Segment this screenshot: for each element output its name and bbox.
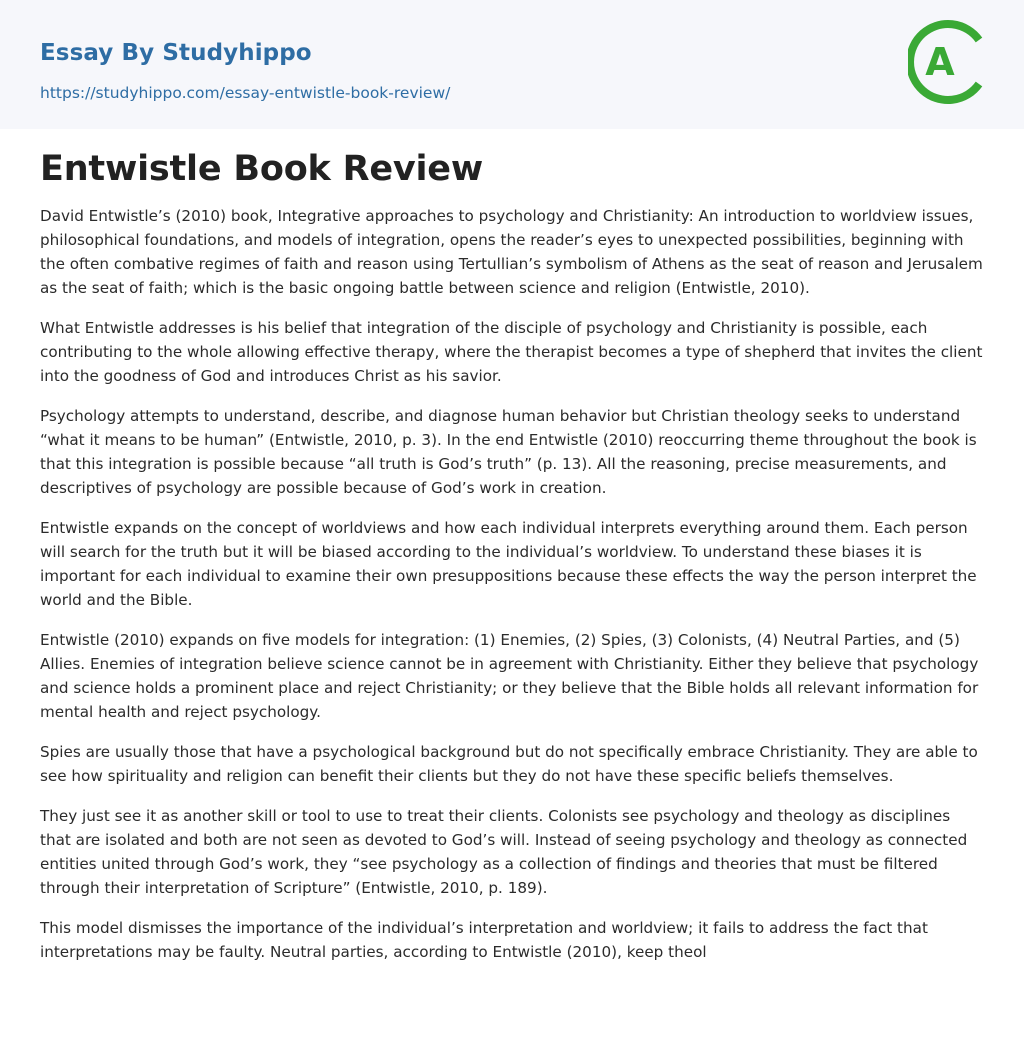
logo-letter: A (925, 40, 955, 84)
site-header (0, 0, 1024, 129)
article-paragraph: Spies are usually those that have a psychological background but do not specifically embrace Christianity. They are able to see how spirituality and religion can benefit their clients but they do not have these specific beliefs themselves. (40, 743, 978, 785)
article-paragraph: Entwistle expands on the concept of worldviews and how each individual interprets everything around them. Each person will search for the truth but it will be biased according to the individual’s worldview. To understand these biases it is important for each individual to examine their own presuppositions because these effects the way the person interpret the world and the Bible. (40, 519, 977, 609)
site-brand[interactable]: Essay By Studyhippo (40, 40, 312, 66)
article-paragraph: This model dismisses the importance of the individual’s interpretation and worldview; it fails to address the fact that interpretations may be faulty. Neutral parties, according to Entwistle (2010), keep theol (40, 919, 928, 961)
article-body (40, 146, 984, 980)
article-title: Entwistle Book Review (40, 149, 483, 189)
article-paragraph: David Entwistle’s (2010) book, Integrative approaches to psychology and Christianity: An introduction to worldview issues, philosophical foundations, and models of integration, opens the reader’s eyes to unexpected possibilities, beginning with the often combative regimes of faith and reason using Tertullian’s symbolism of Athens as the seat of reason and Jerusalem as the seat of faith; which is the basic ongoing battle between science and religion (Entwistle, 2010). (40, 207, 983, 297)
article-paragraph: They just see it as another skill or tool to use to treat their clients. Colonists see psychology and theology as disciplines that are isolated and both are not seen as devoted to God’s will. Instead of seeing psychology and theology as connected entities united through God’s work, they “see psychology as a collection of findings and theories that must be filtered through their interpretation of Scripture” (Entwistle, 2010, p. 189). (40, 807, 968, 897)
article-paragraph: Psychology attempts to understand, describe, and diagnose human behavior but Christian theology seeks to understand “what it means to be human” (Entwistle, 2010, p. 3). In the end Entwistle (2010) reoccurring theme throughout the book is that this integration is possible because “all truth is God’s truth” (p. 13). All the reasoning, precise measurements, and descriptives of psychology are possible because of God’s work in creation. (40, 407, 977, 497)
studyhippo-logo-icon[interactable] (908, 18, 988, 106)
article-paragraph: Entwistle (2010) expands on five models for integration: (1) Enemies, (2) Spies, (3) Colonists, (4) Neutral Parties, and (5) Allies. Enemies of integration believe science cannot be in agreement with Christianity. Either they believe that psychology and science holds a prominent place and reject Christianity; or they believe that the Bible holds all relevant information for mental health and reject psychology. (40, 631, 979, 721)
essay-url-link[interactable]: https://studyhippo.com/essay-entwistle-book-review/ (40, 84, 451, 102)
article-paragraph: What Entwistle addresses is his belief that integration of the disciple of psychology and Christianity is possible, each contributing to the whole allowing effective therapy, where the therapist becomes a type of shepherd that invites the client into the goodness of God and introduces Christ as his savior. (40, 319, 983, 385)
